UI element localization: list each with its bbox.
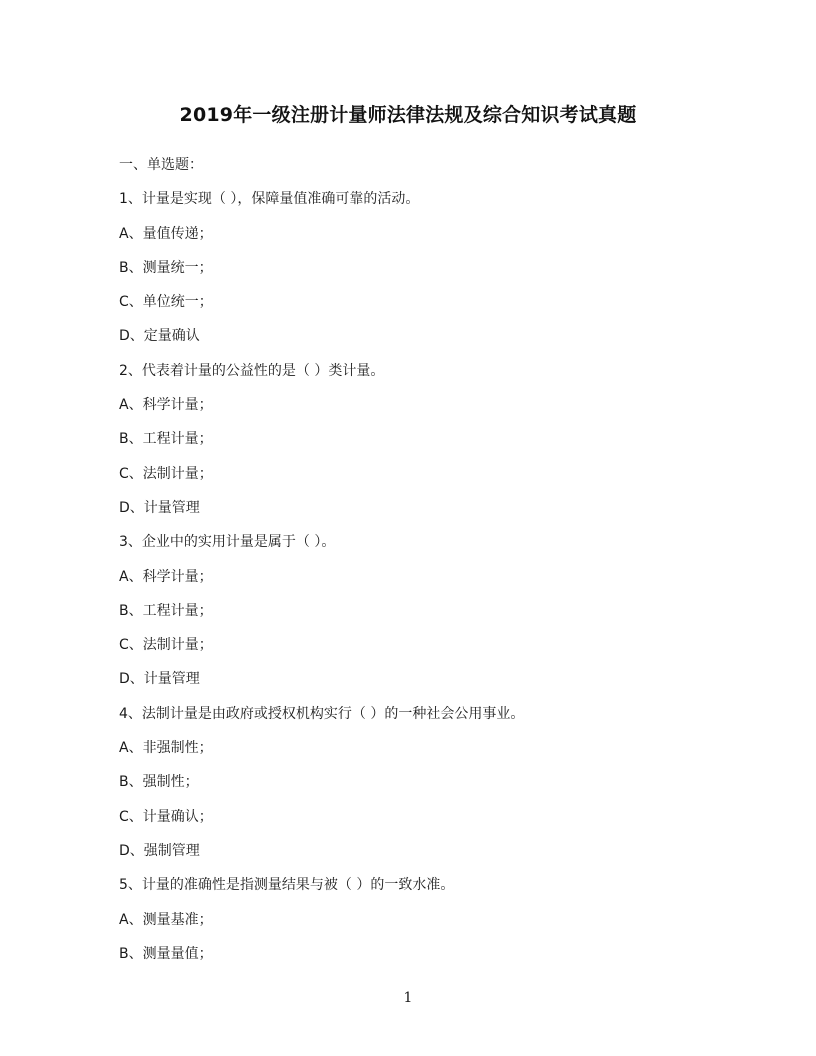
question-1-option-a: A、量值传递；	[119, 225, 213, 242]
question-2-option-a: A、科学计量；	[119, 397, 213, 414]
question-4: 4、法制计量是由政府或授权机构实行（ ）的一种社会公用事业。	[119, 705, 525, 722]
question-5-option-b: B、测量量值；	[119, 945, 213, 962]
question-list	[119, 148, 719, 971]
question-1: 1、计量是实现（ ），保障量值准确可靠的活动。	[119, 191, 420, 208]
question-5: 5、计量的准确性是指测量结果与被（ ）的一致水准。	[119, 877, 455, 894]
question-2: 2、代表着计量的公益性的是（ ）类计量。	[119, 362, 385, 379]
question-3-option-b: B、工程计量；	[119, 602, 213, 619]
question-4-option-d: D、强制管理	[119, 842, 200, 859]
document-title: 2019年一级注册计量师法律法规及综合知识考试真题	[179, 104, 637, 126]
question-5-option-a: A、测量基准；	[119, 911, 213, 928]
question-2-option-b: B、工程计量；	[119, 431, 213, 448]
question-3-option-c: C、法制计量；	[119, 637, 213, 654]
question-3-option-d: D、计量管理	[119, 671, 200, 688]
question-4-option-b: B、强制性；	[119, 774, 199, 791]
question-3-option-a: A、科学计量；	[119, 568, 213, 585]
section-heading: 一、单选题：	[119, 157, 203, 173]
question-4-option-c: C、计量确认；	[119, 808, 213, 825]
question-1-option-c: C、单位统一；	[119, 294, 213, 311]
question-1-option-d: D、定量确认	[119, 328, 200, 345]
question-1-option-b: B、测量统一；	[119, 259, 213, 276]
question-2-option-d: D、计量管理	[119, 499, 200, 516]
page-number: 1	[403, 990, 413, 1006]
question-2-option-c: C、法制计量；	[119, 465, 213, 482]
question-3: 3、企业中的实用计量是属于（ ）。	[119, 534, 336, 551]
question-4-option-a: A、非强制性；	[119, 740, 213, 757]
